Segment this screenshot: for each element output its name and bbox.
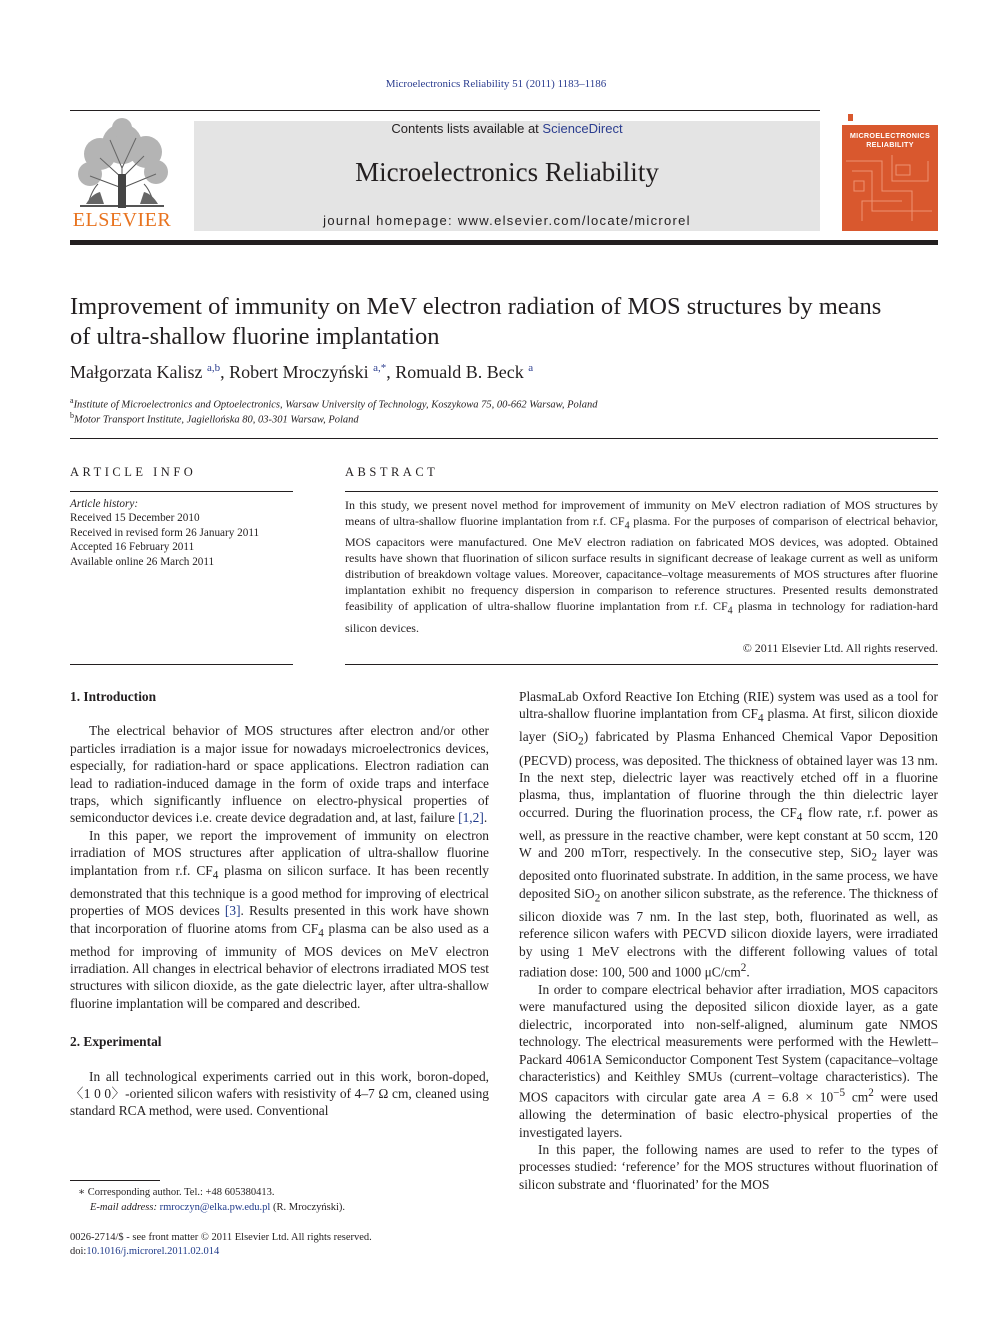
paragraph-text: ) fabricated by Plasma Enhanced Chemical Vapor Deposition (PECVD) process, was deposited. The thickness of obtained layer was 13 nm. In the next step, dielectric layer was reactively etched off in a fluorine plasma, thus, implantation of fluorine through the thin dielectric layer occurred. During the fluorination process, the	[519, 729, 938, 820]
journal-reference[interactable]: Microelectronics Reliability 51 (2011) 1183–1186	[385, 78, 607, 90]
elsevier-tree-icon	[70, 118, 174, 210]
superscript: 2	[868, 1087, 874, 1100]
chem-formula: CF	[609, 514, 625, 528]
section-heading-introduction: 1. Introduction	[70, 689, 157, 704]
doi-link[interactable]: 10.1016/j.microrel.2011.02.014	[86, 1246, 220, 1257]
paragraph-text: In this paper, we report the improvement of immunity on electron irradiation of MOS structures after application of ultra-shallow fluorine implantation from r.f.	[70, 827, 489, 878]
history-label: Article history:	[70, 498, 139, 510]
chem-formula: CF	[741, 706, 758, 722]
superscript: 2	[740, 962, 747, 975]
article-info-rule	[70, 491, 293, 492]
abstract-rule	[345, 491, 938, 492]
history-revised: Received in revised form 26 January 2011	[70, 526, 260, 539]
author-affiliation-link[interactable]: a,b	[206, 362, 221, 374]
email-label: E-mail address:	[90, 1202, 160, 1213]
affiliation-text: Institute of Microelectronics and Optoelectronics, Warsaw University of Technology, Koszykowa 75, 00-662 Warsaw, Poland	[73, 399, 598, 411]
paragraph-text: layer was deposited onto fluorinated substrate. In addition, in the same process, we have deposited SiO	[519, 845, 938, 901]
author-affiliation-link[interactable]: a,*	[373, 362, 387, 374]
left-column	[70, 688, 489, 1120]
subscript: 4	[796, 811, 803, 824]
journal-homepage-link[interactable]: journal homepage: www.elsevier.com/locate/microrel	[323, 213, 691, 228]
abstract-copyright: © 2011 Elsevier Ltd. All rights reserved.	[742, 641, 938, 655]
paragraph-text: flow rate, r.f. power as well, as pressure in the reactive chamber, were kept constant at 50 sccm, 120 W and 200 mTorr, respectively. In the consecutive step, SiO	[519, 804, 938, 861]
affiliation-rule	[70, 438, 938, 439]
affiliation-a	[70, 396, 597, 411]
math-variable: A	[752, 1089, 761, 1105]
abstract-part: In this study, we present novel method for improvement of immunity on MeV electron radiation of MOS structures by means of ultra-shallow fluorine implantation from r.f.	[345, 498, 938, 528]
paragraph-text: cm	[845, 1089, 869, 1105]
article-title-line1: Improvement of immunity on MeV electron radiation of MOS structures by means	[70, 293, 882, 320]
right-column	[519, 688, 938, 1193]
chem-formula: CF	[196, 862, 213, 878]
issn-line: 0026-2714/$ - see front matter © 2011 Elsevier Ltd. All rights reserved.	[70, 1232, 372, 1243]
paragraph-text: plasma. At first, silicon dioxide layer (SiO	[519, 706, 938, 745]
section-heading-experimental: 2. Experimental	[70, 1034, 162, 1050]
affiliation-marker: b	[70, 411, 74, 420]
author-name: , Romuald B. Beck	[386, 362, 524, 382]
subscript: 2	[871, 851, 877, 864]
superscript: −5	[833, 1087, 846, 1100]
email-link[interactable]: rmroczyn@elka.pw.edu.pl	[159, 1202, 271, 1213]
subscript: 4	[757, 713, 764, 726]
affiliation-b	[70, 411, 359, 426]
journal-title: Microelectronics Reliability	[355, 157, 659, 187]
abstract-part: plasma in technology for radiation-hard silicon devices.	[345, 599, 938, 635]
author-list	[70, 362, 940, 383]
corresponding-author-note: ∗ Corresponding author. Tel.: +48 605380413.	[78, 1187, 275, 1198]
citation-link[interactable]: [1,2]	[458, 810, 484, 826]
abstract-bottom-rule	[345, 664, 938, 665]
cover-title	[842, 131, 938, 149]
chem-formula: CF	[712, 599, 728, 614]
header-thick-rule	[70, 240, 938, 245]
subscript: 4	[212, 869, 219, 882]
doi-label: doi:	[70, 1246, 87, 1257]
author-affiliation-link[interactable]: a	[528, 362, 534, 374]
subscript: 2	[594, 892, 601, 905]
contents-line	[194, 121, 820, 136]
author-name: , Robert Mroczyński	[220, 362, 369, 382]
experimental-paragraph-2	[519, 981, 938, 1141]
elsevier-logo[interactable]	[70, 118, 174, 232]
intro-paragraph-2	[70, 827, 489, 1012]
paragraph-text: were used allowing the determination of basic electro-physical properties of the investigated layers.	[519, 1089, 939, 1140]
history-accepted: Accepted 16 February 2011	[70, 541, 195, 554]
history-received: Received 15 December 2010	[70, 512, 200, 525]
elsevier-wordmark: ELSEVIER	[72, 209, 172, 231]
paragraph-text: plasma on silicon surface. It has been recently demonstrated that this technique is a good method for improving of electrical properties of MOS devices	[70, 862, 489, 919]
paragraph-text: The electrical behavior of MOS structures after electron and/or other particles irradiation is a major issue for nowadays microelectronics devices, especially, for radiation-hard or space applications. Electron radiation can lead to radiation-induced damage in the form of oxide traps and interface traps, which significantly influence on electro-physical properties of semiconductor devices i.e. create device degradation and, at last, failure	[70, 723, 489, 826]
article-info-bottom-rule	[70, 664, 293, 665]
article-history	[70, 497, 295, 569]
paragraph-text: .	[746, 964, 750, 980]
experimental-paragraph-3: In this paper, the following names are used to refer to the types of processes studied: ‘reference’ for the MOS structures without fluorination of silicon substrate and ‘fluorinated’ for the MOS	[519, 1142, 938, 1192]
abstract-heading: ABSTRACT	[345, 465, 439, 479]
paragraph-text: on another silicon substrate, as the reference. The thickness of silicon dioxide was 7 nm. In the last step, both, fluorinated as well, as reference silicon wafers with PECVD silicon dioxide layers, were irradiated by using 1 MeV electrons with the different following values of total radiation dose: 100, 500 and 1000 μC/cm	[519, 885, 939, 980]
sciencedirect-link[interactable]: ScienceDirect	[542, 121, 623, 136]
doi-line	[70, 1245, 219, 1259]
abstract-text	[345, 497, 938, 636]
footnote-rule	[70, 1180, 160, 1181]
subscript: 4	[624, 520, 630, 532]
article-info-heading: ARTICLE INFO	[70, 465, 197, 479]
affiliation-text: Motor Transport Institute, Jagiellońska 80, 03-301 Warsaw, Poland	[74, 414, 359, 426]
history-online: Available online 26 March 2011	[70, 555, 215, 568]
chem-formula: CF	[780, 804, 797, 820]
article-title	[70, 292, 940, 352]
paragraph-text: plasma can be also used as a method for improving of immunity of MOS devices on MeV electron irradiation. All changes in electrical behavior of electrons irradiated MOS test structures with silicon dioxide, as the gate dielectric layer, after ultra-shallow fluorine implantation will be compared and described.	[70, 920, 489, 1011]
article-title-line2: of ultra-shallow fluorine implantation	[70, 323, 440, 350]
contents-prefix: Contents lists available at	[391, 121, 543, 136]
paragraph-text: = 6.8 × 10	[760, 1089, 834, 1105]
citation-link[interactable]: [3]	[224, 903, 241, 919]
subscript: 4	[318, 927, 324, 940]
email-name: (R. Mroczyński).	[270, 1202, 346, 1213]
subscript: 2	[578, 736, 584, 749]
paragraph-text: PlasmaLab Oxford Reactive Ion Etching (RIE) system was used as a tool for ultra-shallow fluorine implantation from	[519, 689, 938, 722]
chem-formula: CF	[301, 920, 319, 936]
journal-banner	[194, 121, 820, 231]
paragraph-text: . Results presented in this work have shown that incorporation of fluorine atoms from	[70, 903, 489, 936]
circuit-pattern-icon	[842, 111, 938, 231]
experimental-paragraph-cont	[519, 688, 938, 981]
paragraph-text: In order to compare electrical behavior after irradiation, MOS capacitors were manufactured using the deposited silicon dioxide layer, as a gate dielectric, incorporated into non-self-aligned, aluminum gate NMOS technology. The electrical measurements were performed with the Hewlett–Packard 4061A Semiconductor Component Test System (capacitance–voltage characteristics) and Keithley SMUs (current–voltage characteristics). The MOS capacitors with circular gate area	[519, 981, 938, 1105]
author-name: Małgorzata Kalisz	[70, 362, 203, 382]
cover-title-line1: MICROELECTRONICS	[849, 131, 931, 140]
experimental-paragraph-1: In all technological experiments carried out in this work, boron-doped, 〈1 0 0〉-oriented silicon wafers with resistivity of 4–7 Ω cm, cleaned using standard RCA method, were used. Conventional	[70, 1068, 489, 1119]
affiliation-marker: a	[70, 396, 74, 405]
header-rule	[70, 110, 820, 111]
cover-title-line2: RELIABILITY	[866, 140, 914, 149]
intro-paragraph-1: The electrical behavior of MOS structures after electron and/or other particles irradiation is a major issue for nowadays microelectronics devices, especially, for radiation-hard or space applications. Electron radiation can lead to radiation-induced damage in the form of oxide traps and interface traps, which significantly influence on electro-physical properties of semiconductor devices i.e. create device degradation and, at last, failure [1,2].	[70, 723, 489, 826]
journal-cover-thumbnail[interactable]	[842, 111, 938, 231]
subscript: 4	[727, 605, 733, 617]
abstract-part: plasma. For the purposes of comparison of electrical behavior, MOS capacitors were manufactured. One MeV electron radiation on fabricated MOS devices, was adopted. Obtained results have shown that fluorination of silicon surface results in significant decrease of leakage current as well as uniform distribution of breakdown voltage values. Moreover, capacitance–voltage measurements of MOS structures after fluorine implantation exhibit no frequency dispersion in comparison to reference structures. Presented results demonstrated feasibility of application of ultra-shallow fluorine implantation from r.f.	[345, 514, 938, 614]
email-note	[90, 1201, 345, 1215]
